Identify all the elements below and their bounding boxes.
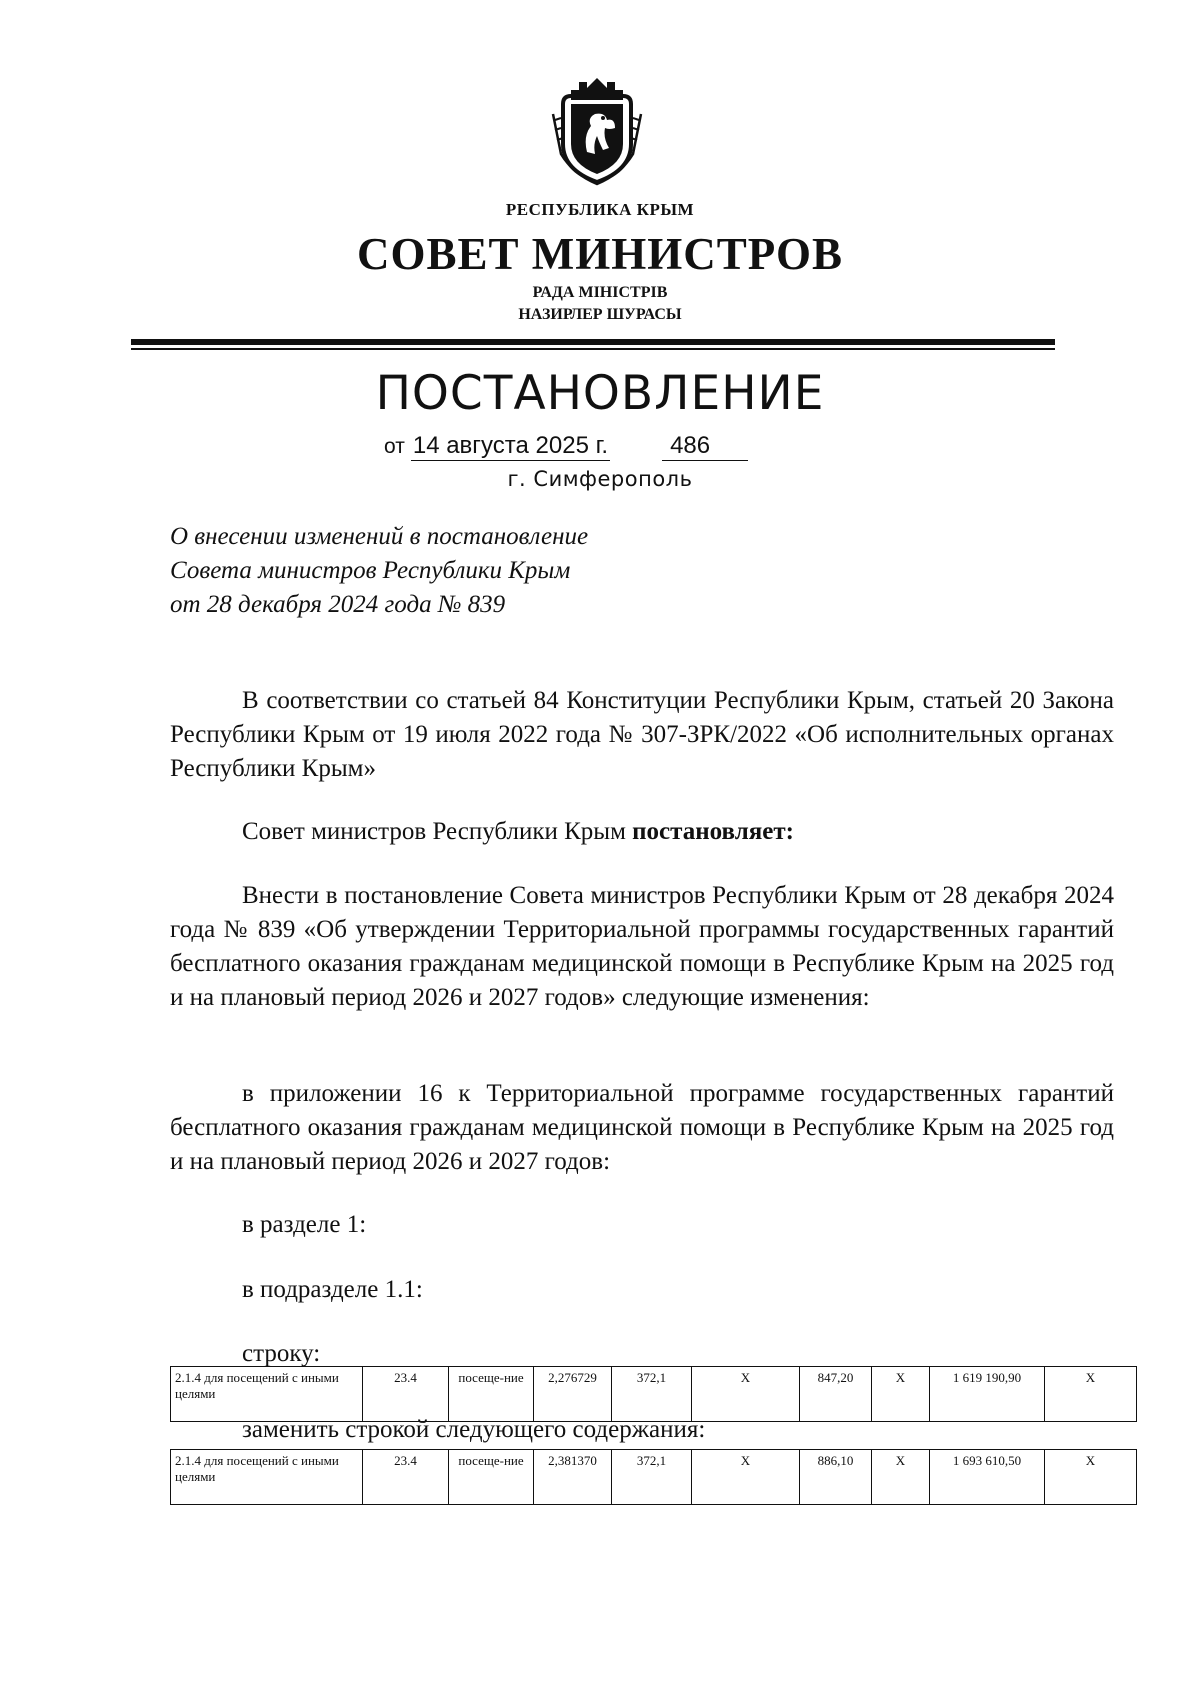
paragraph-text: В соответствии со статьей 84 Конституции Республики Крым, статьей 20 Закона Республики Крым от 19 июля 2022 года № 307-ЗРК/2022 «Об исполнительных органах Республики Крым» bbox=[170, 687, 1114, 782]
cell-line-number: 23.4 bbox=[363, 1450, 449, 1505]
subject-line: от 28 декабря 2024 года № 839 bbox=[170, 591, 506, 618]
cell-unit: посеще-ние bbox=[449, 1450, 534, 1505]
cell-unit: посеще-ние bbox=[449, 1367, 534, 1422]
cell-x: Х bbox=[1045, 1367, 1137, 1422]
paragraph-appendix bbox=[170, 1077, 1114, 1179]
cell-total: 1 693 610,50 bbox=[930, 1450, 1045, 1505]
cell-volume: 2,381370 bbox=[534, 1450, 612, 1505]
cell-value: 372,1 bbox=[612, 1367, 692, 1422]
paragraph-resolves bbox=[170, 815, 1114, 849]
paragraph-legal-basis bbox=[170, 684, 1114, 786]
header-divider-thick bbox=[131, 339, 1055, 345]
cell-indicator: 2.1.4 для посещений с иными целями bbox=[171, 1450, 363, 1505]
paragraph-text: в разделе 1: bbox=[242, 1211, 367, 1238]
cell-value: 372,1 bbox=[612, 1450, 692, 1505]
paragraph-text: в подразделе 1.1: bbox=[242, 1276, 423, 1303]
paragraph-amendment bbox=[170, 879, 1114, 1015]
coat-of-arms-emblem bbox=[543, 74, 651, 186]
table-row bbox=[171, 1450, 1137, 1505]
cell-volume: 2,276729 bbox=[534, 1367, 612, 1422]
header-divider-thin bbox=[131, 348, 1055, 350]
cell-x: Х bbox=[872, 1367, 930, 1422]
council-title: СОВЕТ МИНИСТРОВ bbox=[356, 229, 844, 279]
cell-x: Х bbox=[872, 1450, 930, 1505]
paragraph-section bbox=[170, 1208, 1114, 1242]
date-number-line bbox=[384, 432, 748, 461]
decree-date: 14 августа 2025 г. bbox=[412, 432, 609, 459]
paragraph-subsection bbox=[170, 1273, 1114, 1307]
cell-total: 1 619 190,90 bbox=[930, 1367, 1045, 1422]
paragraph-text: строку: bbox=[242, 1340, 321, 1367]
cell-x: Х bbox=[1045, 1450, 1137, 1505]
cell-x: Х bbox=[692, 1367, 800, 1422]
cell-indicator: 2.1.4 для посещений с иными целями bbox=[171, 1367, 363, 1422]
document-type-title: ПОСТАНОВЛЕНИЕ bbox=[375, 366, 825, 421]
date-prefix: от bbox=[384, 435, 405, 458]
paragraph-replace bbox=[170, 1413, 1114, 1447]
subject-block bbox=[170, 520, 588, 622]
paragraph-text: Внести в постановление Совета министров Республики Крым от 28 декабря 2024 года № 839 «Об утверждении Территориальной программы государственных гарантий бесплатного оказания гражданам медицинской помощи в Республике Крым на 2025 год и на плановый период 2026 и 2027 годов» следующие изменения: bbox=[170, 882, 1114, 1011]
subject-line: Совета министров Республики Крым bbox=[170, 557, 571, 584]
decree-number: 486 bbox=[662, 432, 748, 461]
council-title-crimean-tatar: НАЗИРЛЕР ШУРАСЫ bbox=[518, 306, 682, 323]
paragraph-text: в приложении 16 к Территориальной программе государственных гарантий бесплатного оказания гражданам медицинской помощи в Республике Крым на 2025 год и на плановый период 2026 и 2027 годов: bbox=[170, 1080, 1114, 1175]
republic-title: РЕСПУБЛИКА КРЫМ bbox=[505, 200, 695, 219]
paragraph-text: заменить строкой следующего содержания: bbox=[242, 1416, 706, 1443]
new-row-table bbox=[170, 1449, 1137, 1505]
cell-line-number: 23.4 bbox=[363, 1367, 449, 1422]
paragraph-text: Совет министров Республики Крым bbox=[242, 818, 633, 845]
cell-cost: 847,20 bbox=[800, 1367, 872, 1422]
resolves-keyword: постановляет: bbox=[632, 818, 794, 845]
cell-x: Х bbox=[692, 1450, 800, 1505]
council-title-ukrainian: РАДА МІНІСТРІВ bbox=[532, 284, 668, 301]
city-line: г. Симферополь bbox=[507, 467, 693, 491]
subject-line: О внесении изменений в постановление bbox=[170, 523, 589, 550]
cell-cost: 886,10 bbox=[800, 1450, 872, 1505]
